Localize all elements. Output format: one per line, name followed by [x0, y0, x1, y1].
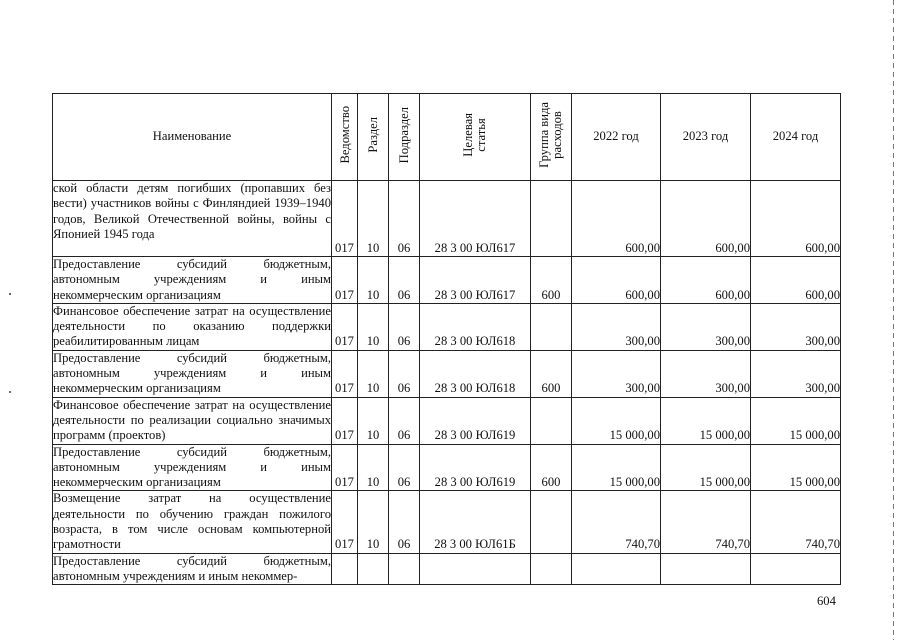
- header-target-article: Целевая статья: [420, 94, 531, 181]
- scan-speck: [9, 293, 11, 295]
- row-department: [332, 553, 358, 585]
- row-2024: 300,00: [751, 350, 841, 397]
- row-name: ской области детям погибших (пропавших без вести) участников войны с Финляндией 1939–1940 годов, Великой Отечественной войны, войны с Японией 1945 года: [53, 181, 332, 257]
- table-row: [53, 444, 841, 491]
- row-department: 017: [332, 181, 358, 257]
- row-2022: 300,00: [572, 303, 661, 350]
- row-2022: 300,00: [572, 350, 661, 397]
- row-department: 017: [332, 257, 358, 304]
- row-subsection: 06: [389, 257, 420, 304]
- row-group: 600: [531, 444, 572, 491]
- row-section: 10: [358, 350, 389, 397]
- row-target: 28 3 00 ЮЛ61Б: [420, 491, 531, 553]
- row-2024: [751, 553, 841, 585]
- header-year-2022: 2022 год: [572, 94, 661, 181]
- row-department: 017: [332, 397, 358, 444]
- row-2024: 600,00: [751, 257, 841, 304]
- header-expense-group: Группа вида расходов: [531, 94, 572, 181]
- row-2023: 15 000,00: [661, 397, 751, 444]
- row-group: [531, 491, 572, 553]
- row-subsection: 06: [389, 444, 420, 491]
- row-group: 600: [531, 257, 572, 304]
- row-department: 017: [332, 444, 358, 491]
- row-section: 10: [358, 397, 389, 444]
- header-year-2024: 2024 год: [751, 94, 841, 181]
- page-number: 604: [817, 594, 836, 608]
- row-2024: 300,00: [751, 303, 841, 350]
- row-group: 600: [531, 350, 572, 397]
- row-target: 28 3 00 ЮЛ617: [420, 181, 531, 257]
- scan-speck: [9, 391, 11, 393]
- row-subsection: 06: [389, 350, 420, 397]
- row-target: 28 3 00 ЮЛ619: [420, 444, 531, 491]
- row-name: Предоставление субсидий бюджетным, автономным учреждениям и иным некоммерческим организациям: [53, 444, 331, 490]
- row-2024: 15 000,00: [751, 444, 841, 491]
- page-edge-line: [893, 0, 894, 640]
- row-department: 017: [332, 350, 358, 397]
- row-2023: 15 000,00: [661, 444, 751, 491]
- row-section: 10: [358, 444, 389, 491]
- row-name: Возмещение затрат на осуществление деятельности по обучению граждан пожилого возраста, в том числе основам компьютерной грамотности: [53, 491, 331, 552]
- row-2023: 300,00: [661, 303, 751, 350]
- row-2023: 600,00: [661, 257, 751, 304]
- row-2022: [572, 553, 661, 585]
- row-2023: 740,70: [661, 491, 751, 553]
- row-2022: 15 000,00: [572, 397, 661, 444]
- row-subsection: 06: [389, 397, 420, 444]
- budget-table: [52, 93, 841, 585]
- row-2023: 600,00: [661, 181, 751, 257]
- table-row: [53, 397, 841, 444]
- header-name: Наименование: [53, 94, 332, 181]
- row-target: 28 3 00 ЮЛ618: [420, 303, 531, 350]
- row-group: [531, 553, 572, 585]
- header-department: Ведомство: [332, 94, 358, 181]
- row-section: 10: [358, 181, 389, 257]
- row-2022: 740,70: [572, 491, 661, 553]
- row-group: [531, 303, 572, 350]
- row-name: Финансовое обеспечение затрат на осуществление деятельности по оказанию поддержки реабилитированным лицам: [53, 303, 331, 349]
- row-name: Предоставление субсидий бюджетным, автономным учреждениям и иным некоммерческим организациям: [53, 350, 331, 396]
- row-name: Финансовое обеспечение затрат на осуществление деятельности по реализации социально значимых программ (проектов): [53, 397, 331, 443]
- row-subsection: 06: [389, 303, 420, 350]
- row-subsection: 06: [389, 491, 420, 553]
- table-row: [53, 350, 841, 397]
- row-target: [420, 553, 531, 585]
- header-year-2023: 2023 год: [661, 94, 751, 181]
- table-row: [53, 553, 841, 585]
- row-2024: 600,00: [751, 181, 841, 257]
- row-target: 28 3 00 ЮЛ618: [420, 350, 531, 397]
- row-group: [531, 181, 572, 257]
- row-2024: 15 000,00: [751, 397, 841, 444]
- row-department: 017: [332, 491, 358, 553]
- table-row: [53, 491, 841, 553]
- table-row: [53, 303, 841, 350]
- row-2022: 15 000,00: [572, 444, 661, 491]
- row-department: 017: [332, 303, 358, 350]
- row-section: 10: [358, 303, 389, 350]
- row-group: [531, 397, 572, 444]
- row-target: 28 3 00 ЮЛ617: [420, 257, 531, 304]
- table-row: [53, 181, 841, 257]
- row-2023: 300,00: [661, 350, 751, 397]
- row-name: Предоставление субсидий бюджетным, автономным учреждениям и иным некоммер-: [53, 553, 331, 583]
- row-subsection: 06: [389, 181, 420, 257]
- row-name: Предоставление субсидий бюджетным, автономным учреждениям и иным некоммерческим организациям: [53, 257, 331, 302]
- row-section: 10: [358, 491, 389, 553]
- row-2022: 600,00: [572, 181, 661, 257]
- row-2022: 600,00: [572, 257, 661, 304]
- header-section: Раздел: [358, 94, 389, 181]
- row-subsection: [389, 553, 420, 585]
- table-header-row: [53, 94, 841, 181]
- row-section: 10: [358, 257, 389, 304]
- header-subsection: Подраздел: [389, 94, 420, 181]
- row-2024: 740,70: [751, 491, 841, 553]
- table-row: [53, 257, 841, 304]
- row-section: [358, 553, 389, 585]
- row-2023: [661, 553, 751, 585]
- row-target: 28 3 00 ЮЛ619: [420, 397, 531, 444]
